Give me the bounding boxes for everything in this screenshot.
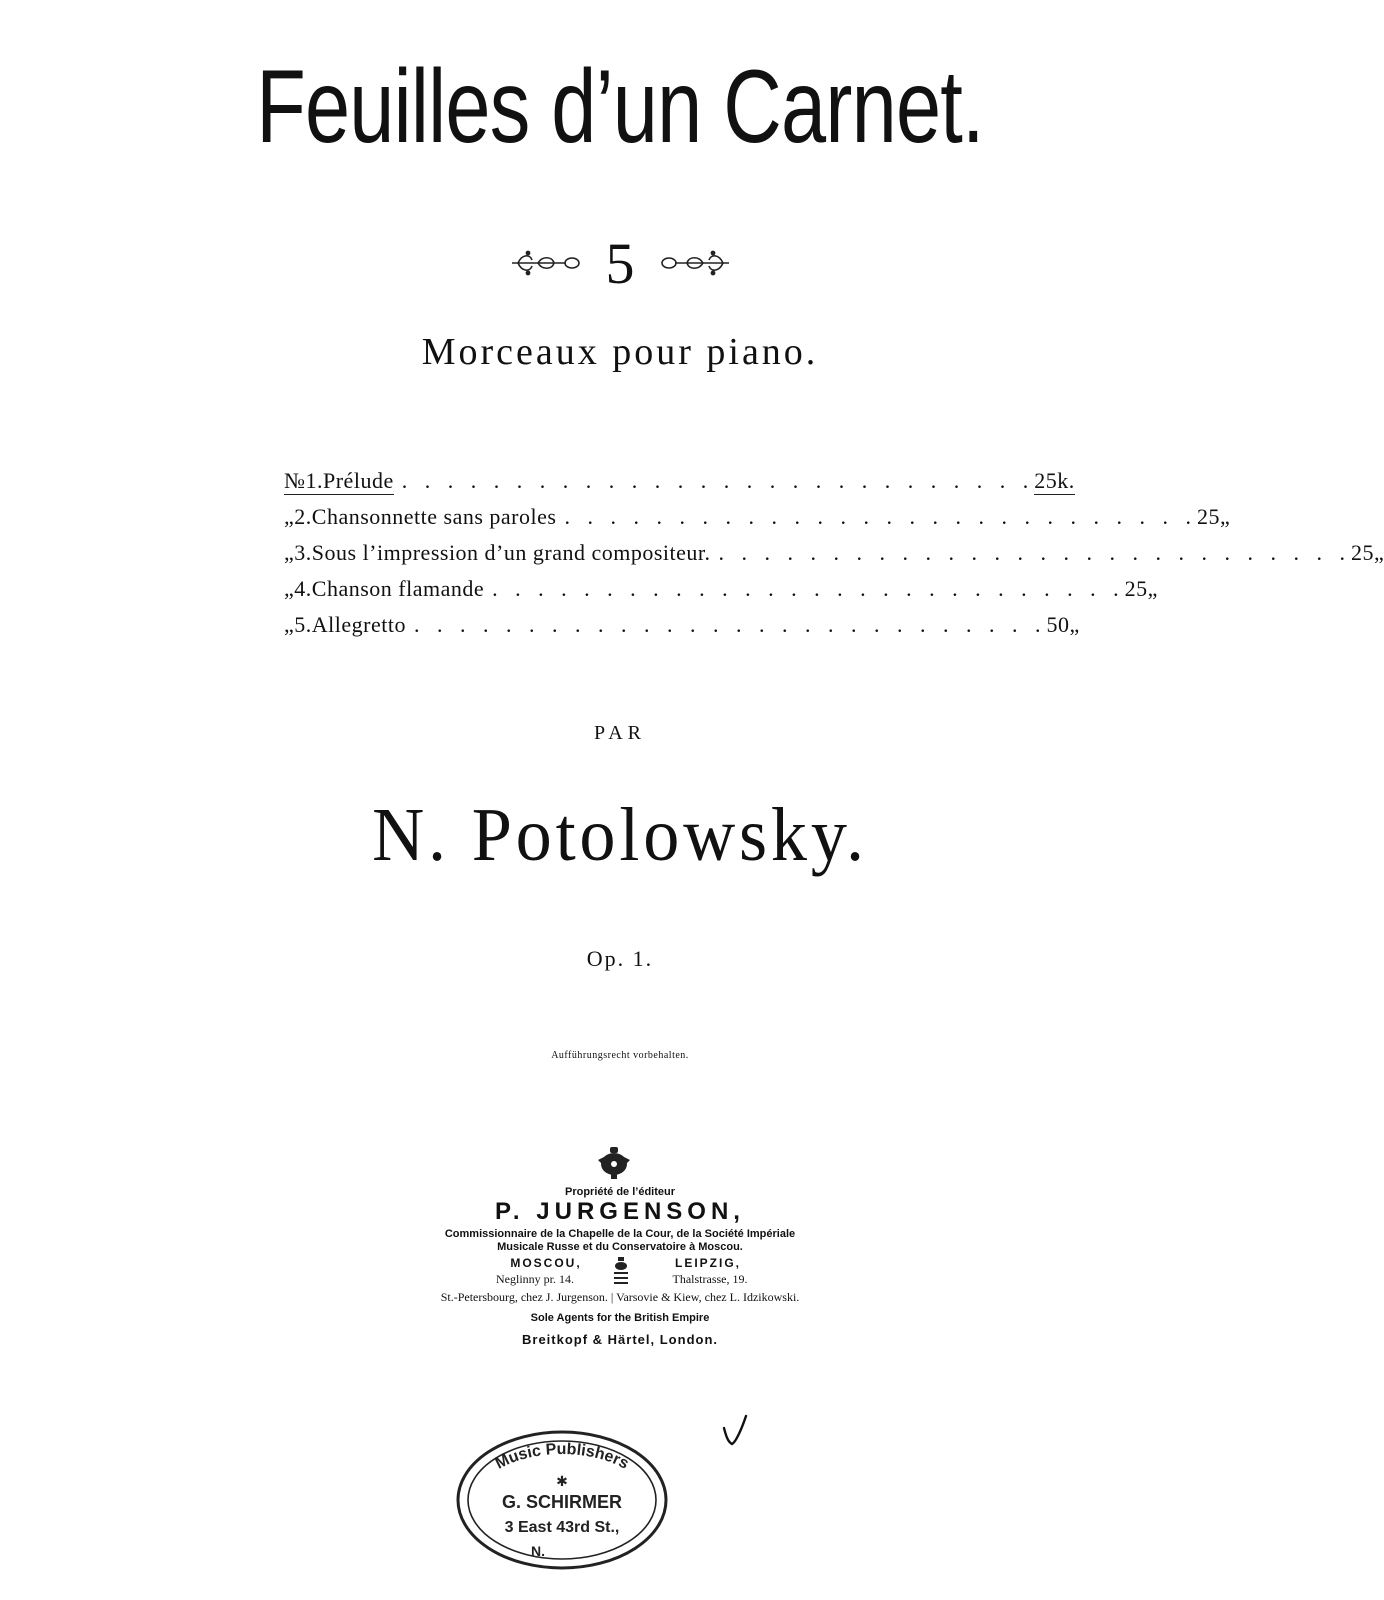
publisher-commission-line1: Commissionnaire de la Chapelle de la Cour, de la Société Impériale: [444, 1228, 796, 1240]
leader-dots: . . . . . . . . . . . . . . . . . . . . . . . . . . . .: [564, 504, 1197, 529]
row-title: Sous l’impression d’un grand compositeur.: [311, 540, 711, 565]
crest-separator-icon: [612, 1256, 630, 1286]
row-title: Allegretto: [311, 612, 406, 637]
right-ornament-icon: [659, 246, 733, 280]
handwritten-checkmark-icon: [718, 1412, 752, 1448]
title: Feuilles d’un Carnet.: [256, 49, 984, 165]
composer-name: N. Potolowsky.: [372, 793, 868, 877]
schirmer-stamp: [452, 1424, 672, 1574]
contents-list: [284, 468, 1384, 648]
row-price: 25: [1196, 504, 1220, 529]
contents-row: [284, 504, 1231, 540]
row-price: 25: [1124, 576, 1148, 601]
leader-dots: . . . . . . . . . . . . . . . . . . . . . . . . . . . .: [413, 612, 1047, 637]
stamp-line3: 3 East 43rd St.,: [504, 1519, 620, 1536]
leader-dots: . . . . . . . . . . . . . . . . . . . . . . . . . . . .: [718, 540, 1352, 565]
publisher-commission-line2: Musicale Russe et du Conservatoire à Moscou.: [497, 1241, 743, 1253]
stamp-line4: N.: [531, 1543, 545, 1559]
piece-count: 5: [605, 230, 635, 296]
row-mark: „: [284, 612, 295, 637]
row-title: Prélude: [323, 468, 394, 493]
london-agent: Breitkopf & Härtel, London.: [522, 1332, 718, 1347]
moscou-address: Neglinny pr. 14.: [496, 1272, 574, 1286]
contents-row: [284, 612, 1080, 648]
row-title: Chanson flamande: [311, 576, 485, 601]
imperial-eagle-icon: [596, 1144, 632, 1180]
city-moscou: MOSCOU,: [510, 1256, 582, 1270]
stamp-line1: Music Publishers: [492, 1440, 632, 1473]
by-label: PAR: [593, 722, 647, 744]
row-unit: „: [1219, 504, 1231, 529]
leipzig-address: Thalstrasse, 19.: [672, 1272, 748, 1286]
row-mark: „: [284, 576, 295, 601]
row-unit: „: [1069, 612, 1080, 637]
city-leipzig: LEIPZIG,: [674, 1256, 741, 1270]
svg-text:✱: ✱: [556, 1474, 568, 1490]
row-title: Chansonnette sans paroles: [311, 504, 557, 529]
stamp-line2: G. SCHIRMER: [501, 1492, 623, 1512]
row-unit: k.: [1057, 468, 1075, 493]
contents-row: [284, 468, 1075, 504]
opus-number: Op. 1.: [586, 946, 654, 971]
sole-agents-note: Sole Agents for the British Empire: [530, 1312, 710, 1324]
left-ornament-icon: [508, 246, 582, 280]
publisher-name: P. JURGENSON,: [495, 1198, 745, 1225]
row-index: 1.: [305, 468, 323, 493]
row-index: 2.: [294, 504, 312, 529]
svg-text:Music Publishers: [493, 1441, 632, 1473]
subtitle: Morceaux pour piano.: [421, 331, 819, 373]
contents-row: [284, 540, 1384, 576]
row-mark: „: [284, 540, 295, 565]
row-price: 25: [1351, 540, 1375, 565]
row-mark: „: [284, 504, 295, 529]
contents-row: [284, 576, 1158, 612]
row-index: 4.: [294, 576, 312, 601]
rights-notice: Aufführungsrecht vorbehalten.: [551, 1050, 689, 1061]
number-row: [0, 228, 1240, 298]
leader-dots: . . . . . . . . . . . . . . . . . . . . . . . . . . . .: [492, 576, 1125, 601]
row-index: 5.: [294, 612, 312, 637]
row-price: 50: [1046, 612, 1070, 637]
row-unit: „: [1374, 540, 1384, 565]
row-unit: „: [1147, 576, 1158, 601]
publisher-property: Propriété de l’éditeur: [564, 1186, 676, 1198]
row-mark: №: [284, 468, 306, 493]
leader-dots: . . . . . . . . . . . . . . . . . . . . . . . . . . . .: [401, 468, 1035, 493]
branch-offices: St.-Petersbourg, chez J. Jurgenson. | Varsovie & Kiew, chez L. Idzikowski.: [440, 1290, 800, 1304]
row-price: 25: [1034, 468, 1058, 493]
row-index: 3.: [294, 540, 312, 565]
